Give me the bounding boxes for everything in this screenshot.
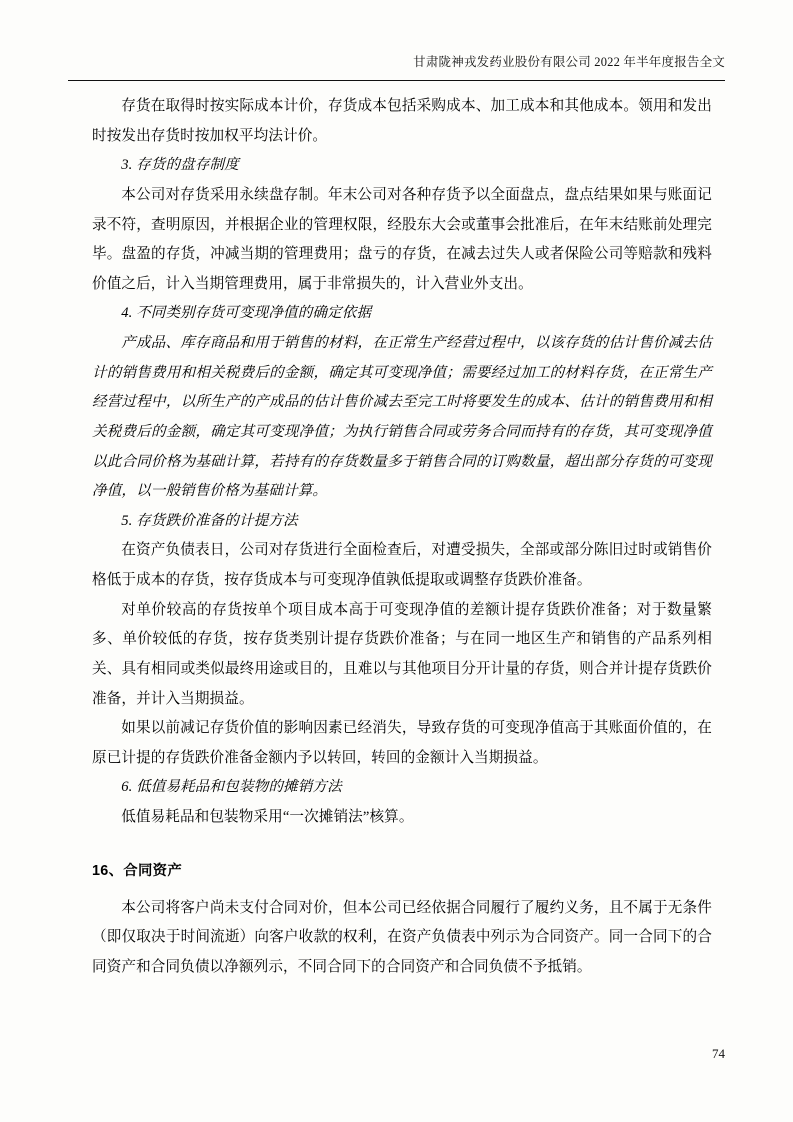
section-title: 16、合同资产 — [92, 862, 183, 879]
paragraph: 如果以前减记存货价值的影响因素已经消失，导致存货的可变现净值高于其账面价值的，在原已计提的存货跌价准备金额内予以转回，转回的金额计入当期损益。 — [92, 720, 712, 766]
page-body — [92, 92, 712, 983]
paragraph: 本公司对存货采用永续盘存制。年末公司对各种存货予以全面盘点，盘点结果如果与账面记录不符，查明原因，并根据企业的管理权限，经股东大会或董事会批准后，在年末结账前处理完毕。盘盈的存货，冲减当期的管理费用；盘亏的存货，在减去过失人或者保险公司等赔款和残料价值之后，计入当期管理费用，属于非常损失的，计入营业外支出。 — [92, 186, 712, 292]
paragraph-heading: 4. 不同类别存货可变现净值的确定依据 — [121, 305, 372, 322]
page-header — [68, 52, 725, 70]
paragraph: 在资产负债表日，公司对存货进行全面检查后，对遭受损失，全部或部分陈旧过时或销售价格低于成本的存货，按存货成本与可变现净值孰低提取或调整存货跌价准备。 — [92, 542, 712, 588]
paragraph: 低值易耗品和包装物采用“一次摊销法”核算。 — [121, 809, 414, 825]
paragraph: 存货在取得时按实际成本计价，存货成本包括采购成本、加工成本和其他成本。领用和发出时按发出存货时按加权平均法计价。 — [92, 98, 712, 144]
header-divider — [68, 80, 725, 81]
page-number: 74 — [712, 1046, 725, 1061]
paragraph: 产成品、库存商品和用于销售的材料，在正常生产经营过程中，以该存货的估计售价减去估计的销售费用和相关税费后的金额，确定其可变现净值；需要经过加工的材料存货，在正常生产经营过程中，以所生产的产成品的估计售价减去至完工时将要发生的成本、估计的销售费用和相关税费后的金额，确定其可变现净值；为执行销售合同或劳务合同而持有的存货，其可变现净值以此合同价格为基础计算，若持有的存货数量多于销售合同的订购数量，超出部分存货的可变现净值，以一般销售价格为基础计算。 — [92, 335, 712, 500]
header-text: 甘肃陇神戎发药业股份有限公司 2022 年半年度报告全文 — [413, 55, 725, 69]
paragraph-heading: 3. 存货的盘存制度 — [121, 157, 239, 174]
paragraph-heading: 6. 低值易耗品和包装物的摊销方法 — [121, 779, 342, 796]
paragraph-heading: 5. 存货跌价准备的计提方法 — [121, 512, 298, 529]
paragraph: 对单价较高的存货按单个项目成本高于可变现净值的差额计提存货跌价准备；对于数量繁多、单价较低的存货，按存货类别计提存货跌价准备；与在同一地区生产和销售的产品系列相关、具有相同或类似最终用途或目的，且难以与其他项目分开计量的存货，则合并计提存货跌价准备，并计入当期损益。 — [92, 601, 712, 707]
paragraph: 本公司将客户尚未支付合同对价，但本公司已经依据合同履行了履约义务，且不属于无条件（即仅取决于时间流逝）向客户收款的权利，在资产负债表中列示为合同资产。同一合同下的合同资产和合同负债以净额列示，不同合同下的合同资产和合同负债不予抵销。 — [92, 899, 712, 975]
